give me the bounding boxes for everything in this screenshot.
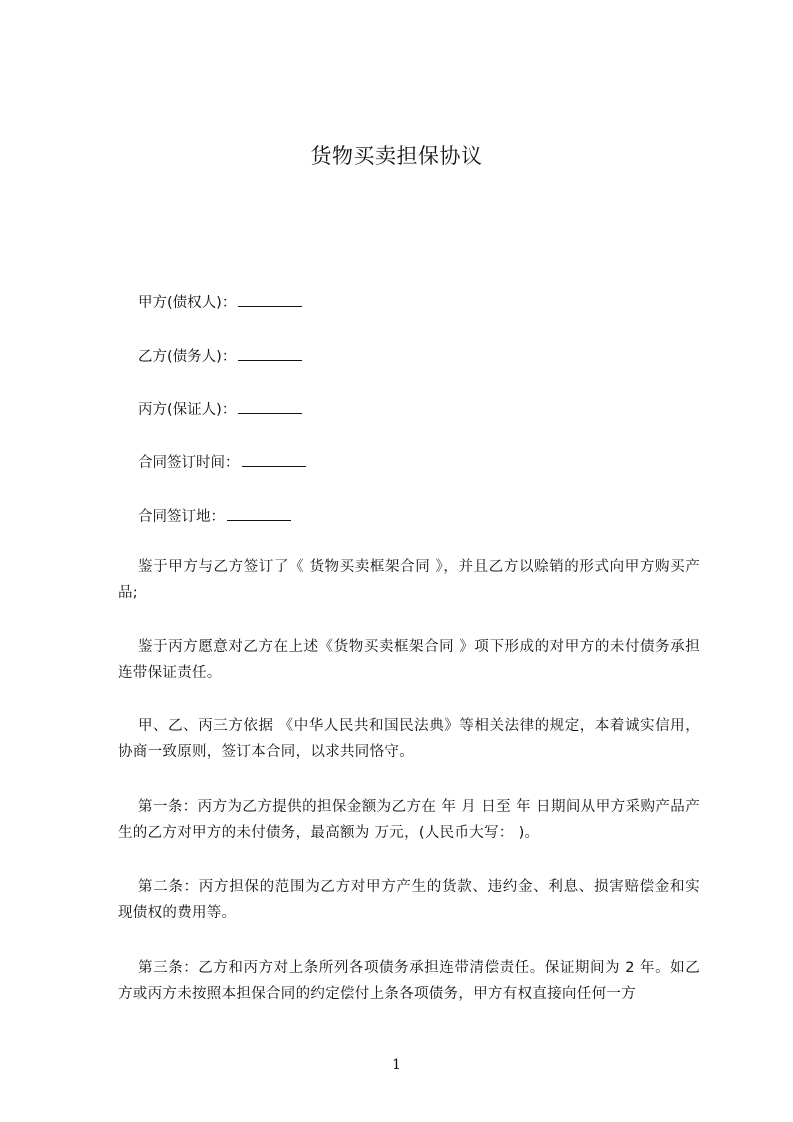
sign-place-blank: [227, 506, 291, 521]
sign-time-blank: [242, 452, 306, 467]
party-c-label: 丙方(保证人)：: [138, 402, 237, 418]
party-a-line: [138, 292, 302, 313]
sign-time-label: 合同签订时间：: [138, 455, 240, 471]
sign-place-line: [138, 506, 291, 527]
party-b-blank: [238, 346, 302, 361]
paragraph-article-2: 第二条：丙方担保的范围为乙方对甲方产生的货款、违约金、利息、损害赔偿金和实现债权的费用等。: [118, 879, 700, 921]
page-number: 1: [392, 1057, 401, 1073]
paragraph-recital-2: 鉴于丙方愿意对乙方在上述《货物买卖框架合同 》项下形成的对甲方的未付债务承担连带保证责任。: [118, 639, 700, 681]
paragraph-article-3: 第三条：乙方和丙方对上条所列各项债务承担连带清偿责任。保证期间为 2 年。如乙方或丙方未按照本担保合同的约定偿付上条各项债务，甲方有权直接向任何一方: [118, 960, 700, 1002]
paragraph-article-1: 第一条：丙方为乙方提供的担保金额为乙方在 年 月 日至 年 日期间从甲方采购产品产生的乙方对甲方的未付债务，最高额为 万元，(人民币大写： )。: [118, 799, 700, 841]
party-b-line: [138, 346, 302, 367]
party-a-blank: [238, 292, 302, 307]
document-title: 货物买卖担保协议: [310, 144, 483, 168]
paragraph-basis: 甲、乙、丙三方依据 《中华人民共和国民法典》等相关法律的规定，本着诚实信用，协商一致原则，签订本合同，以求共同恪守。: [118, 718, 700, 760]
party-c-blank: [238, 399, 302, 414]
party-a-label: 甲方(债权人)：: [138, 295, 237, 311]
party-c-line: [138, 399, 302, 420]
sign-time-line: [138, 452, 306, 473]
party-b-label: 乙方(债务人)：: [138, 349, 237, 365]
sign-place-label: 合同签订地：: [138, 509, 225, 525]
paragraph-recital-1: 鉴于甲方与乙方签订了《 货物买卖框架合同 》，并且乙方以赊销的形式向甲方购买产品;: [118, 559, 700, 601]
